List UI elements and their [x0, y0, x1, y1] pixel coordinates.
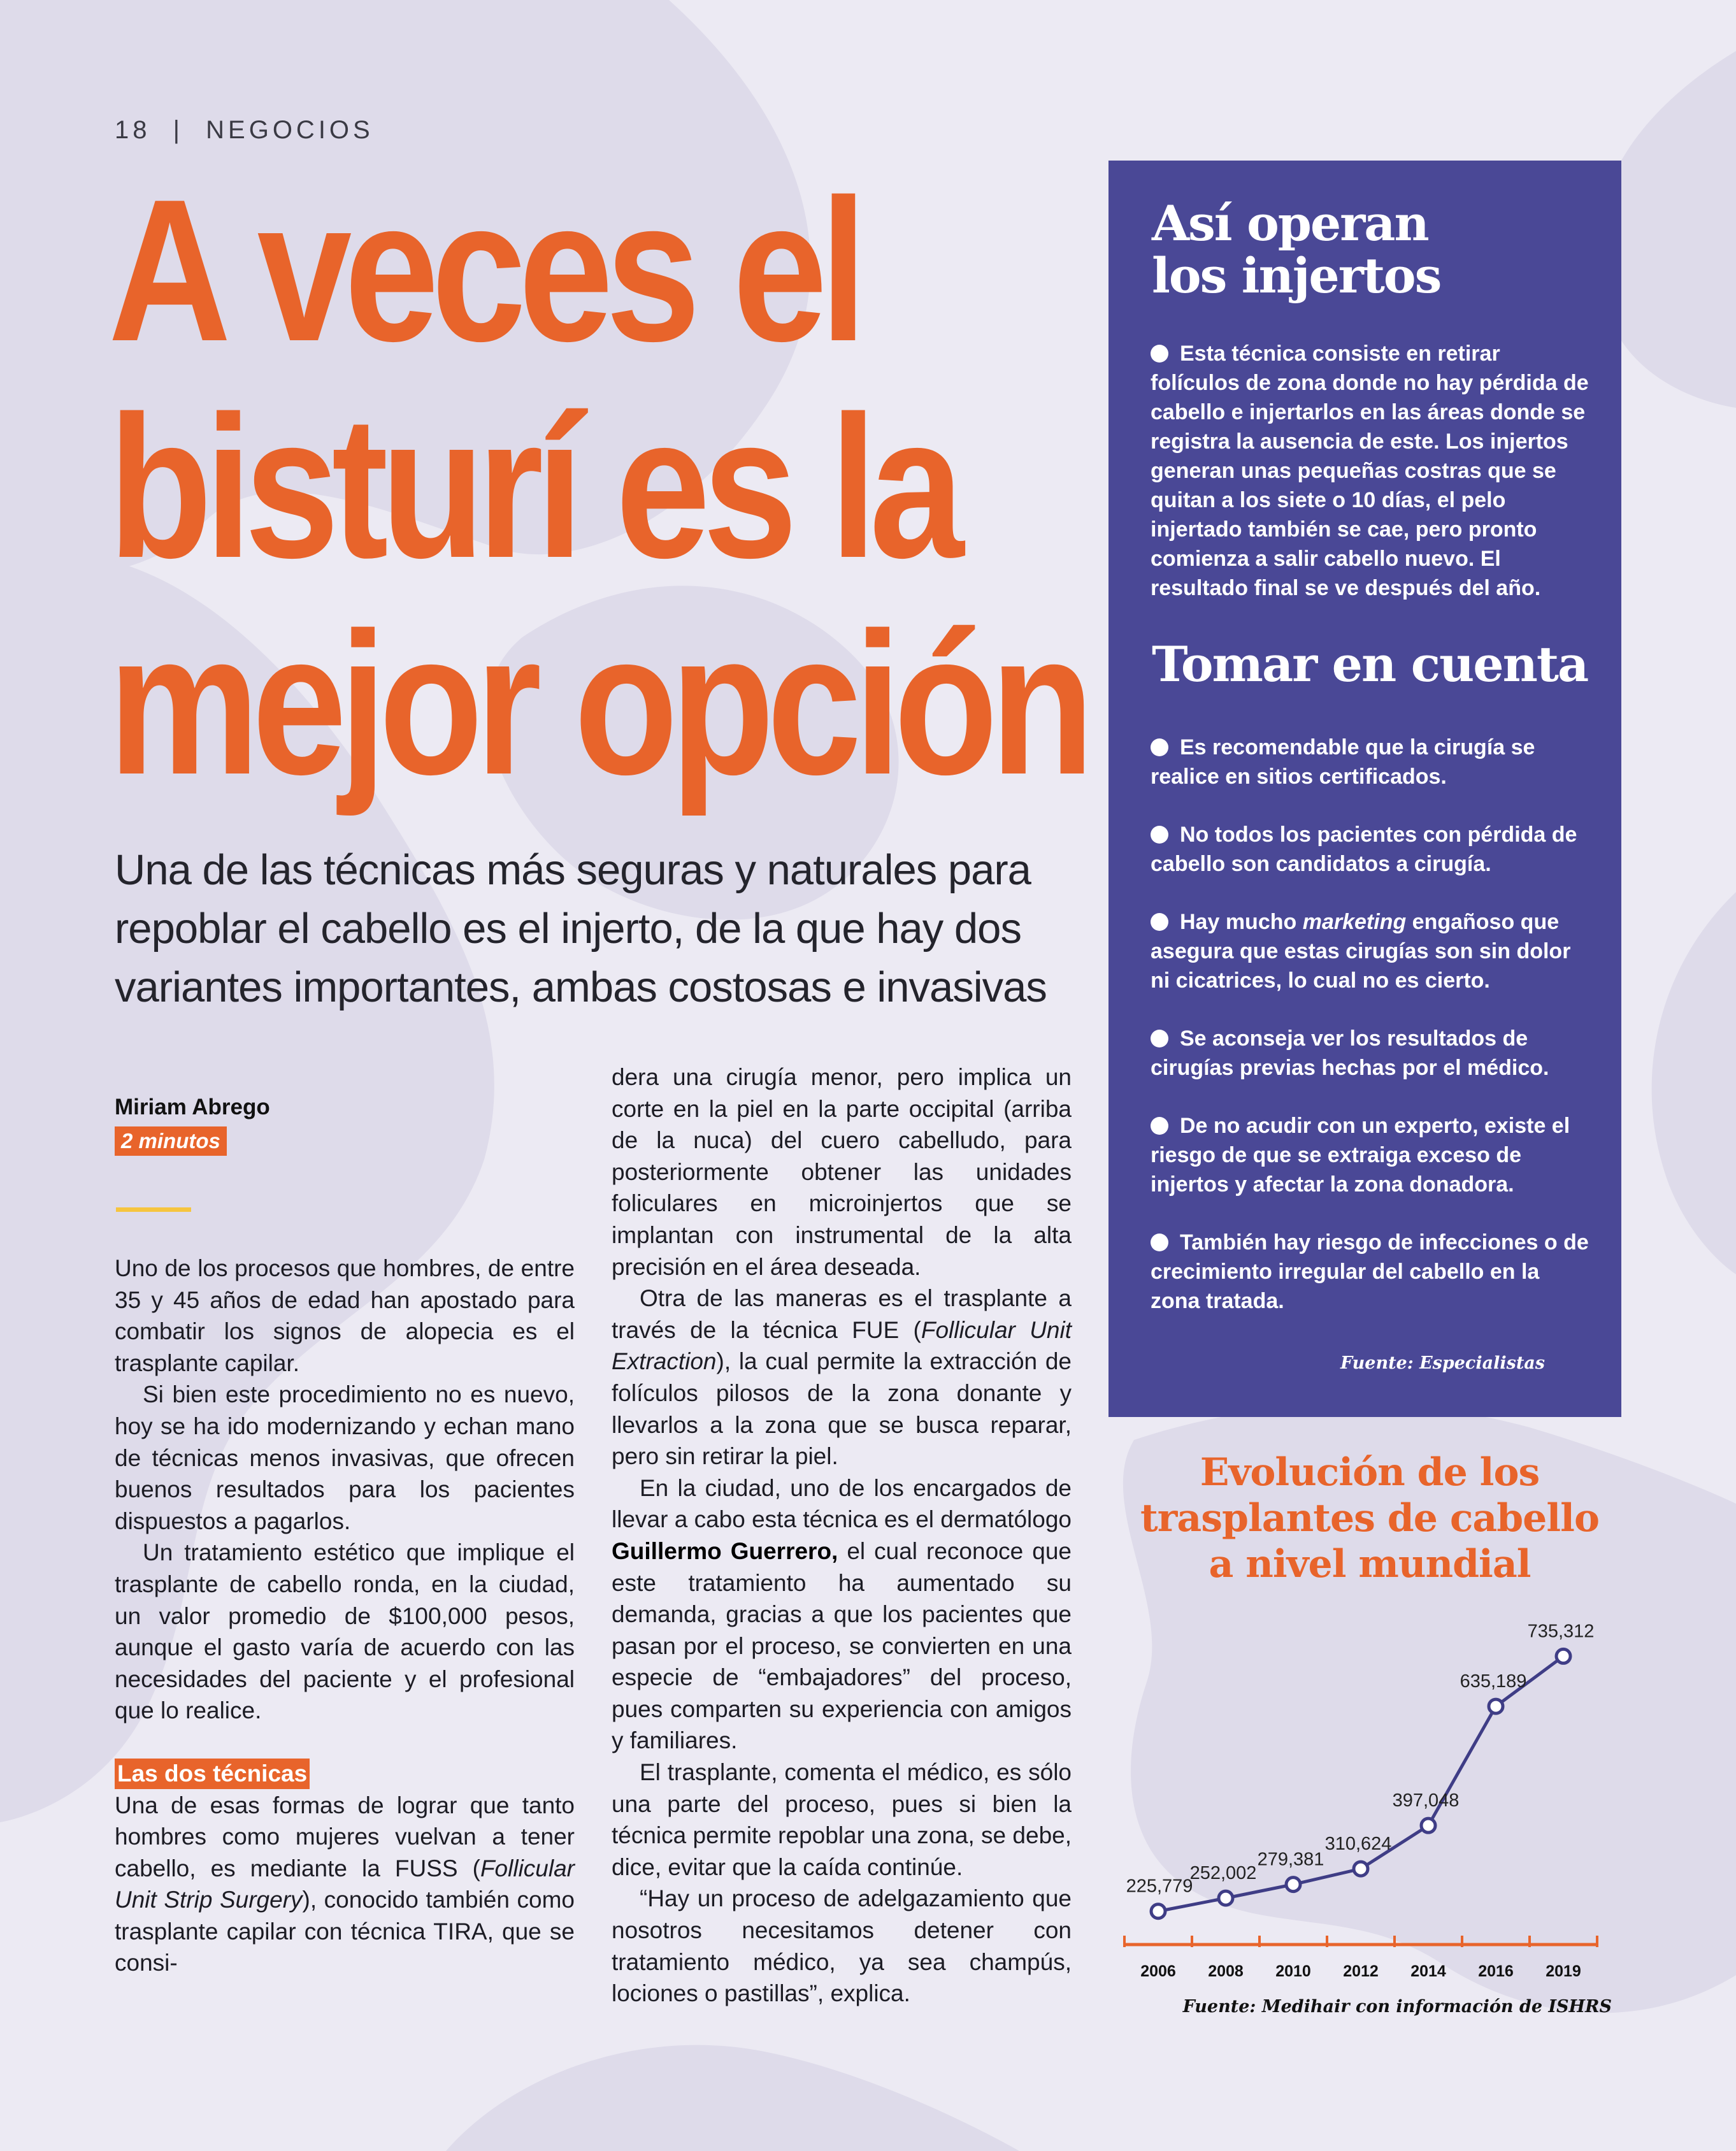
paragraph: Un tratamiento estético que implique el trasplante de cabello ronda, en la ciudad, un valor promedio de $100,000 pesos, aunque el gasto varía de acuerdo con las necesidades del paciente y el profesional que lo realice. — [115, 1539, 575, 1724]
text-run: Una de esas formas de lograr que tanto hombres como mujeres vuelvan a tener cabello, es mediante la FUSS ( — [115, 1792, 575, 1881]
sidebar-intro-text: Esta técnica consiste en retirar folículos de zona donde no hay pérdida de cabello e injertarlos en las áreas donde se registra la ausencia de este. Los injertos generan unas pequeñas costras que se quitan a los siete o 10 días, el pelo injertado también se cae, pero pronto comienza a salir cabello nuevo. El resultado final se ve después del año. — [1151, 342, 1589, 600]
data-label: 225,779 — [1126, 1876, 1193, 1897]
chart-title-line: a nivel mundial — [1209, 1542, 1531, 1586]
paragraph — [115, 1790, 575, 1980]
section-name: NEGOCIOS — [206, 116, 374, 144]
text-run: ), conocido también como trasplante capilar con técnica TIRA, que se consi- — [115, 1887, 575, 1976]
x-tick-label: 2010 — [1275, 1962, 1311, 1980]
paragraph: Si bien este procedimiento no es nuevo, hoy se ha ido modernizando y echan mano de técnicas menos invasivas, que ofrecen buenos resultados para los pacientes dispuestos a pagarlos. — [115, 1381, 575, 1534]
sidebar-tip — [1151, 1228, 1590, 1316]
x-tick-label: 2012 — [1343, 1962, 1379, 1980]
data-point — [1286, 1878, 1300, 1892]
data-label: 279,381 — [1257, 1849, 1324, 1870]
sidebar-tip-text: Es recomendable que la cirugía se realice en sitios certificados. — [1151, 735, 1535, 789]
data-point — [1421, 1818, 1435, 1832]
x-tick-label: 2016 — [1478, 1962, 1514, 1980]
sidebar-source: Fuente: Especialistas — [1340, 1353, 1545, 1373]
data-label: 635,189 — [1460, 1671, 1527, 1692]
text-run: el cual reconoce que este tratamiento ha aumentado su demanda, gracias a que los pacientes que pasan por el proceso, se convierten en una especie de “embajadores” del proceso, pues comparten su experiencia con amigos y familiares. — [612, 1537, 1072, 1754]
sidebar-tip-text: Se aconseja ver los resultados de cirugías previas hechas por el médico. — [1151, 1026, 1549, 1080]
chart-title — [1121, 1450, 1618, 1587]
data-point — [1556, 1649, 1570, 1663]
running-head-separator: | — [173, 116, 184, 144]
body-column-2 — [612, 1061, 1072, 2010]
sidebar-tip-text: engañoso que asegura que estas cirugías son sin dolor ni cicatrices, lo cual no es cierto. — [1151, 910, 1571, 993]
data-point — [1354, 1862, 1368, 1876]
sidebar-tip — [1151, 733, 1590, 791]
bullet-dot — [1151, 1030, 1168, 1047]
sidebar-tip — [1151, 820, 1590, 879]
sidebar-tip-text: De no acudir con un experto, existe el riesgo de que se extraiga exceso de injertos y afectar la zona donadora. — [1151, 1114, 1570, 1197]
paragraph — [612, 1283, 1072, 1472]
sidebar-title-line: Así operan — [1152, 195, 1428, 252]
read-time-badge: 2 minutos — [115, 1126, 227, 1156]
deck: Una de las técnicas más seguras y naturales para repoblar el cabello es el injerto, de la que hay dos variantes importantes, ambas costosas e invasivas — [115, 846, 1047, 1011]
paragraph: Uno de los procesos que hombres, de entre 35 y 45 años de edad han apostado para combatir los signos de alopecia es el trasplante capilar. — [115, 1255, 575, 1376]
background-blob — [1652, 892, 1736, 1274]
data-label: 735,312 — [1527, 1621, 1595, 1642]
headline-line: bisturí es la — [108, 374, 957, 600]
sidebar-tip — [1151, 1111, 1590, 1199]
bullet-dot — [1151, 738, 1168, 756]
bullet-dot — [1151, 1234, 1168, 1251]
sidebar-intro — [1151, 339, 1590, 603]
text-run: ), la cual permite la extracción de folículos pilosos de la zona donante y llevarlos a la zona que se busca reparar, pero sin retirar la piel. — [612, 1348, 1072, 1470]
bullet-dot — [1151, 345, 1168, 363]
sidebar-tip — [1151, 1024, 1590, 1083]
data-label: 252,002 — [1189, 1863, 1257, 1884]
sidebar-box — [1108, 161, 1621, 1417]
page-number: 18 — [115, 116, 151, 144]
x-tick-label: 2014 — [1410, 1962, 1446, 1980]
sidebar-title: Tomar en cuenta — [1152, 636, 1588, 693]
text-run: Otra de las maneras es el trasplante a través de la técnica FUE ( — [612, 1285, 1072, 1343]
sidebar-title — [1152, 195, 1441, 304]
sidebar-title-line: los injertos — [1152, 247, 1441, 304]
text-strong: Guillermo Guerrero, — [612, 1537, 838, 1564]
sidebar-tip-text: No todos los pacientes con pérdida de cabello son candidatos a cirugía. — [1151, 823, 1577, 876]
body-column-1 — [115, 1253, 575, 1979]
background-blob — [446, 2045, 1019, 2151]
paragraph: “Hay un proceso de adelgazamiento que nosotros necesitamos detener con tratamiento médico, ya sea champús, lociones o pastillas”, explica. — [612, 1885, 1072, 2007]
byline — [115, 1095, 270, 1156]
paragraph: dera una cirugía menor, pero implica un corte en la piel en la parte occipital (arriba de la nuca) del cuero cabelludo, para posteriormente obtener las unidades foliculares en microinjertos que se implantan con instrumental de la alta precisión en el área deseada. — [612, 1064, 1072, 1280]
data-label: 310,624 — [1324, 1834, 1392, 1855]
x-tick-label: 2019 — [1546, 1962, 1581, 1980]
text-emphasis: Follicular Unit Strip Surgery — [115, 1855, 575, 1913]
sidebar-tip-text: Hay mucho — [1180, 910, 1303, 934]
data-point — [1489, 1699, 1503, 1713]
sidebar-tip — [1151, 907, 1590, 995]
paragraph: El trasplante, comenta el médico, es sólo una parte del proceso, pues si bien la técnica permite repoblar una zona, se debe, dice, evitar que la caída continúe. — [612, 1759, 1072, 1880]
subhead: Las dos técnicas — [115, 1759, 310, 1789]
text-emphasis: Follicular Unit Extraction — [612, 1316, 1072, 1375]
accent-rule — [116, 1207, 191, 1212]
x-tick-label: 2008 — [1208, 1962, 1244, 1980]
sidebar-tip-text: También hay riesgo de infecciones o de crecimiento irregular del cabello en la zona tratada. — [1151, 1230, 1589, 1313]
bullet-dot — [1151, 1117, 1168, 1135]
paragraph — [612, 1472, 1072, 1757]
text-emphasis: marketing — [1302, 910, 1407, 934]
x-tick-label: 2006 — [1140, 1962, 1176, 1980]
running-head — [115, 116, 374, 145]
data-point — [1219, 1891, 1233, 1905]
headline — [108, 157, 1087, 817]
chart-source: Fuente: Medihair con información de ISHRS — [1182, 1997, 1612, 2017]
bullet-dot — [1151, 913, 1168, 931]
chart-title-line: trasplantes de cabello — [1140, 1496, 1599, 1541]
headline-line: mejor opción — [108, 591, 1087, 817]
data-label: 397,048 — [1392, 1790, 1460, 1811]
line-chart — [1108, 1593, 1618, 2001]
chart-title-line: Evolución de los — [1200, 1450, 1540, 1495]
author-name: Miriam Abrego — [115, 1095, 270, 1119]
bullet-dot — [1151, 826, 1168, 844]
headline-line: A veces el — [108, 157, 860, 384]
text-run: En la ciudad, uno de los encargados de llevar a cabo esta técnica es el dermatólogo — [612, 1474, 1072, 1533]
data-point — [1151, 1904, 1165, 1918]
